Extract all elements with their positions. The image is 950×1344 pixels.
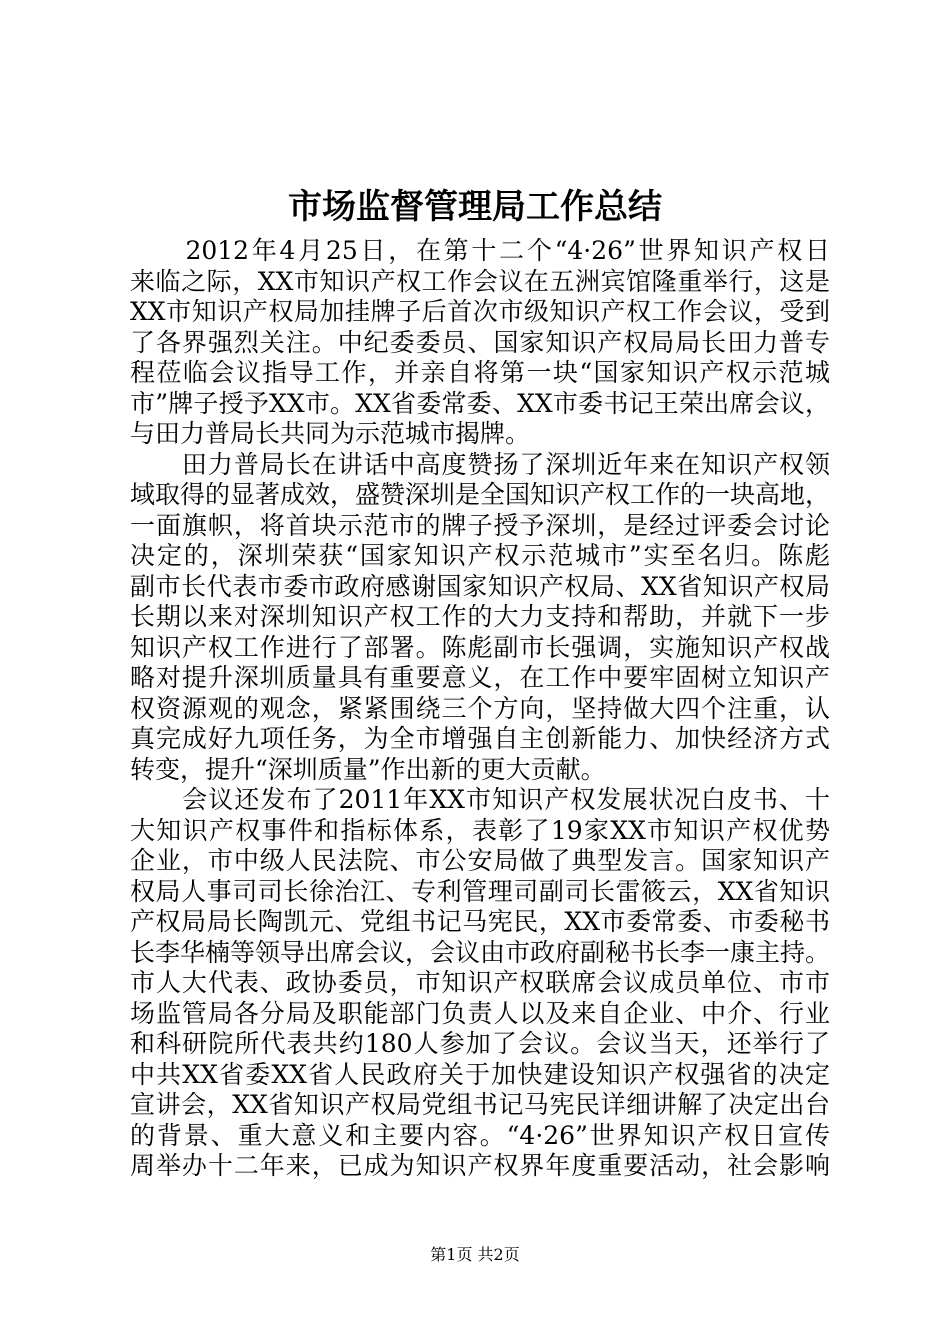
text-line: 决定的，深圳荣获“国家知识产权示范城市”实至名归。陈彪 [130,541,830,570]
paragraph-2 [130,450,830,786]
text-line: 转变，提升“深圳质量”作出新的更大贡献。 [130,754,606,784]
text-line: 略对提升深圳质量具有重要意义，在工作中要牢固树立知识产 [130,663,830,692]
page-number-footer: 第1页 共2页 [430,1245,520,1264]
text-line: 程莅临会议指导工作，并亲自将第一块“国家知识产权示范城 [130,358,830,387]
text-line: 与田力普局长共同为示范城市揭牌。 [130,419,531,448]
text-line: 市”牌子授予XX市。XX省委常委、XX市委书记王荣出席会议， [130,388,830,418]
text-line: 真完成好九项任务，为全市增强自主创新能力、加快经济方式 [130,724,830,753]
text-line: 中共XX省委XX省人民政府关于加快建设知识产权强省的决定 [130,1059,830,1089]
text-line: 产权局局长陶凯元、党组书记马宪民，XX市委常委、市委秘书 [130,907,830,936]
text-line: 和科研院所代表共约180人参加了会议。会议当天，还举行了 [130,1029,830,1058]
text-line: 场监管局各分局及职能部门负责人以及来自企业、中介、行业 [130,998,830,1028]
text-line: 长期以来对深圳知识产权工作的大力支持和帮助，并就下一步 [130,602,830,631]
text-line: 周举办十二年来，已成为知识产权界年度重要活动，社会影响 [130,1151,830,1180]
text-line: 宣讲会，XX省知识产权局党组书记马宪民详细讲解了决定出台 [130,1090,830,1119]
paragraph-1 [130,236,830,450]
text-line: 域取得的显著成效，盛赞深圳是全国知识产权工作的一块高地， [130,480,831,509]
text-line: 来临之际，XX市知识产权工作会议在五洲宾馆隆重举行，这是 [130,266,830,296]
text-line: 权局人事司司长徐治江、专利管理司副司长雷筱云，XX省知识 [130,876,830,906]
paragraph-3 [130,785,830,1182]
text-line: 会议还发布了2011年XX市知识产权发展状况白皮书、十 [130,785,830,814]
text-line: 权资源观的观念，紧紧围绕三个方向，坚持做大四个注重，认 [130,693,830,723]
text-line: 企业，市中级人民法院、市公安局做了典型发言。国家知识产 [130,846,830,875]
text-line: 知识产权工作进行了部署。陈彪副市长强调，实施知识产权战 [130,632,830,662]
text-line: 2012年4月25日，在第十二个“4·26”世界知识产权日 [130,236,830,265]
text-line: 副市长代表市委市政府感谢国家知识产权局、XX省知识产权局 [130,571,830,601]
text-line: 了各界强烈关注。中纪委委员、国家知识产权局局长田力普专 [130,327,830,357]
text-line: 长李华楠等领导出席会议，会议由市政府副秘书长李一康主持。 [130,937,831,967]
text-line: 大知识产权事件和指标体系，表彰了19家XX市知识产权优势 [130,815,830,845]
text-line: 一面旗帜，将首块示范市的牌子授予深圳，是经过评委会讨论 [130,510,830,540]
text-line: 田力普局长在讲话中高度赞扬了深圳近年来在知识产权领 [130,449,830,479]
document-body [130,236,830,1182]
document-title: 市场监督管理局工作总结 [288,187,662,227]
text-line: 市人大代表、政协委员，市知识产权联席会议成员单位、市市 [130,968,830,997]
text-line: 的背景、重大意义和主要内容。“4·26”世界知识产权日宣传 [130,1120,830,1150]
text-line: XX市知识产权局加挂牌子后首次市级知识产权工作会议，受到 [130,297,830,326]
